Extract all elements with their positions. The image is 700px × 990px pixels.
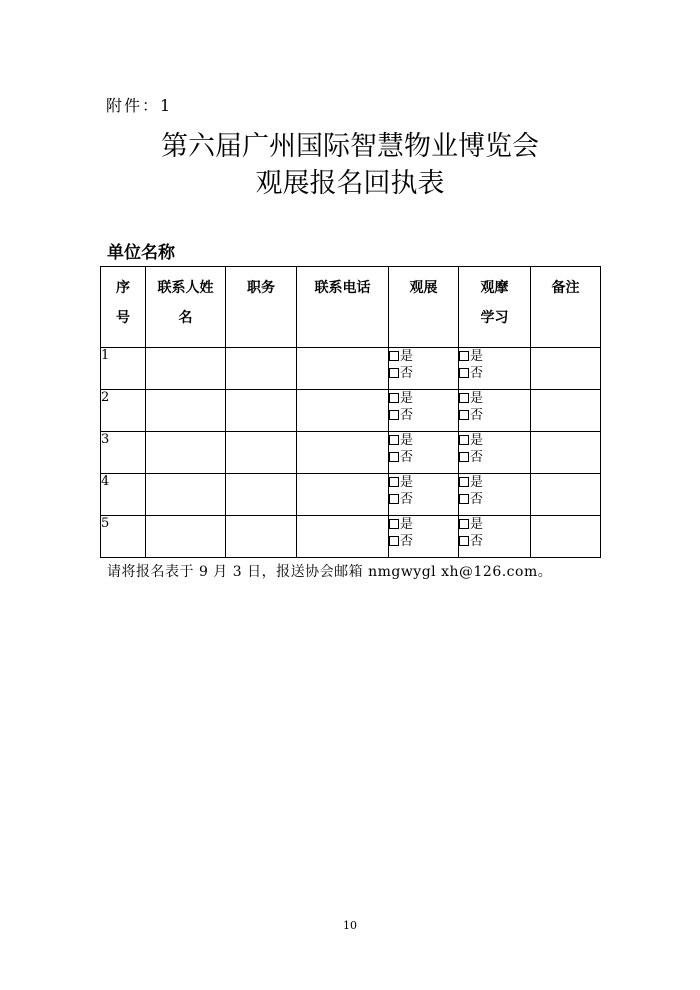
- contact-cell[interactable]: [146, 432, 226, 474]
- row-number: 3: [101, 432, 146, 474]
- visit-yes-option[interactable]: 是: [389, 390, 458, 407]
- contact-cell[interactable]: [146, 390, 226, 432]
- visit-options: [389, 432, 459, 474]
- visit-no-option[interactable]: 否: [389, 407, 458, 424]
- checkbox-icon: [459, 494, 469, 504]
- table-row: [101, 516, 601, 558]
- attachment-label: 附件：1: [106, 96, 173, 115]
- phone-cell[interactable]: [297, 390, 389, 432]
- study-options: [459, 516, 531, 558]
- study-options: [459, 474, 531, 516]
- remarks-cell[interactable]: [531, 474, 601, 516]
- position-cell[interactable]: [226, 474, 297, 516]
- table-row: [101, 348, 601, 390]
- study-yes-option[interactable]: 是: [459, 474, 530, 491]
- unit-name-label: 单位名称: [107, 243, 175, 263]
- checkbox-icon: [459, 519, 469, 529]
- remarks-cell[interactable]: [531, 432, 601, 474]
- visit-no-option[interactable]: 否: [389, 449, 458, 466]
- checkbox-icon: [459, 477, 469, 487]
- position-cell[interactable]: [226, 516, 297, 558]
- checkbox-icon: [389, 368, 399, 378]
- row-number: 1: [101, 348, 146, 390]
- checkbox-icon: [459, 435, 469, 445]
- checkbox-icon: [389, 410, 399, 420]
- visit-yes-option[interactable]: 是: [389, 474, 458, 491]
- checkbox-icon: [389, 519, 399, 529]
- study-no-option[interactable]: 否: [459, 491, 530, 508]
- study-yes-option[interactable]: 是: [459, 390, 530, 407]
- visit-options: [389, 390, 459, 432]
- header-seq: 序 号: [101, 267, 146, 348]
- header-visit: 观展: [389, 267, 459, 348]
- visit-yes-option[interactable]: 是: [389, 516, 458, 533]
- table-row: [101, 390, 601, 432]
- checkbox-icon: [389, 351, 399, 361]
- position-cell[interactable]: [226, 390, 297, 432]
- position-cell[interactable]: [226, 432, 297, 474]
- study-options: [459, 390, 531, 432]
- checkbox-icon: [389, 477, 399, 487]
- remarks-cell[interactable]: [531, 348, 601, 390]
- phone-cell[interactable]: [297, 348, 389, 390]
- registration-table: [100, 266, 601, 558]
- study-options: [459, 432, 531, 474]
- header-contact: 联系人姓 名: [146, 267, 226, 348]
- table-row: [101, 432, 601, 474]
- study-no-option[interactable]: 否: [459, 533, 530, 550]
- study-no-option[interactable]: 否: [459, 407, 530, 424]
- page-subtitle: 观展报名回执表: [255, 168, 445, 199]
- checkbox-icon: [459, 410, 469, 420]
- checkbox-icon: [389, 393, 399, 403]
- row-number: 2: [101, 390, 146, 432]
- remarks-cell[interactable]: [531, 516, 601, 558]
- checkbox-icon: [459, 351, 469, 361]
- page-number: 10: [343, 919, 357, 932]
- checkbox-icon: [459, 536, 469, 546]
- table-row: [101, 474, 601, 516]
- study-no-option[interactable]: 否: [459, 449, 530, 466]
- header-position: 职务: [226, 267, 297, 348]
- header-phone: 联系电话: [297, 267, 389, 348]
- visit-options: [389, 516, 459, 558]
- visit-options: [389, 474, 459, 516]
- contact-cell[interactable]: [146, 516, 226, 558]
- visit-no-option[interactable]: 否: [389, 533, 458, 550]
- visit-options: [389, 348, 459, 390]
- remarks-cell[interactable]: [531, 390, 601, 432]
- row-number: 4: [101, 474, 146, 516]
- contact-cell[interactable]: [146, 348, 226, 390]
- study-yes-option[interactable]: 是: [459, 516, 530, 533]
- header-remarks: 备注: [531, 267, 601, 348]
- phone-cell[interactable]: [297, 474, 389, 516]
- checkbox-icon: [389, 452, 399, 462]
- visit-no-option[interactable]: 否: [389, 365, 458, 382]
- checkbox-icon: [459, 368, 469, 378]
- study-yes-option[interactable]: 是: [459, 432, 530, 449]
- visit-yes-option[interactable]: 是: [389, 432, 458, 449]
- study-options: [459, 348, 531, 390]
- page-title: 第六届广州国际智慧物业博览会: [161, 131, 539, 162]
- visit-no-option[interactable]: 否: [389, 491, 458, 508]
- header-study: 观摩 学习: [459, 267, 531, 348]
- checkbox-icon: [389, 435, 399, 445]
- row-number: 5: [101, 516, 146, 558]
- checkbox-icon: [389, 494, 399, 504]
- phone-cell[interactable]: [297, 516, 389, 558]
- checkbox-icon: [459, 393, 469, 403]
- checkbox-icon: [459, 452, 469, 462]
- footer-note: 请将报名表于 9 月 3 日，报送协会邮箱 nmgwygl xh@126.com。: [107, 564, 553, 580]
- checkbox-icon: [389, 536, 399, 546]
- phone-cell[interactable]: [297, 432, 389, 474]
- table-header-row: [101, 267, 601, 348]
- position-cell[interactable]: [226, 348, 297, 390]
- study-yes-option[interactable]: 是: [459, 348, 530, 365]
- study-no-option[interactable]: 否: [459, 365, 530, 382]
- contact-cell[interactable]: [146, 474, 226, 516]
- visit-yes-option[interactable]: 是: [389, 348, 458, 365]
